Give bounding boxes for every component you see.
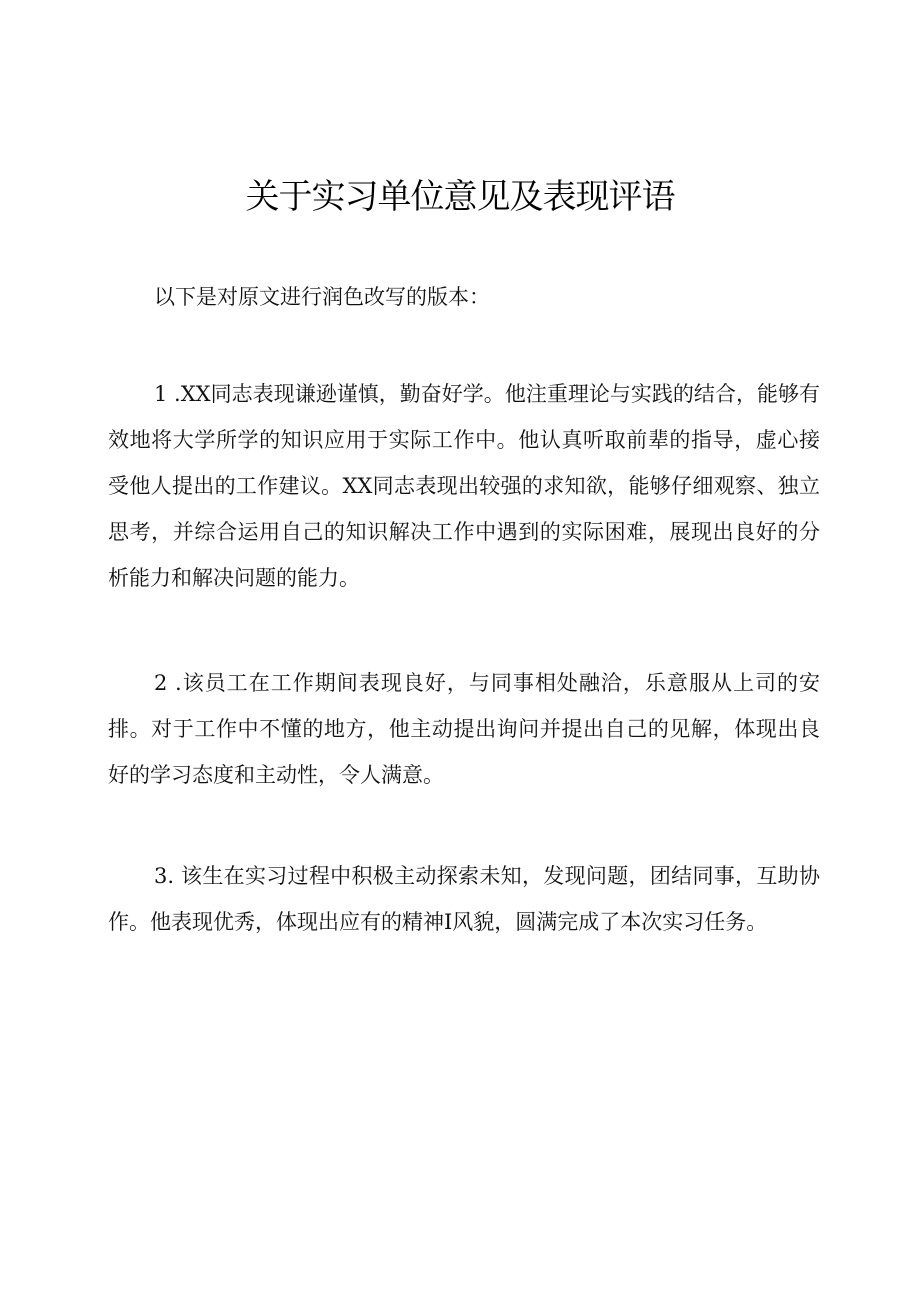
paragraph-2: 2 .该员工在工作期间表现良好，与同事相处融洽，乐意服从上司的安排。对于工作中不懂的地方，他主动提出询问并提出自己的见解，体现出良好的学习态度和主动性，令人满意。	[108, 671, 820, 787]
paragraph-1: 1 .XX同志表现谦逊谨慎，勤奋好学。他注重理论与实践的结合，能够有效地将大学所学的知识应用于实际工作中。他认真听取前辈的指导，虚心接受他人提出的工作建议。XX同志表现出较强的求知欲，能够仔细观察、独立思考，并综合运用自己的知识解决工作中遇到的实际困难，展现出良好的分析能力和解决问题的能力。	[108, 382, 820, 590]
paragraph-3: 3. 该生在实习过程中积极主动探索未知，发现问题，团结同事，互助协作。他表现优秀，体现出应有的精神I风貌，圆满完成了本次实习任务。	[108, 864, 820, 934]
page-title: 关于实习单位意见及表现评语	[245, 177, 675, 217]
intro-text: 以下是对原文进行润色改写的版本：	[154, 285, 490, 309]
